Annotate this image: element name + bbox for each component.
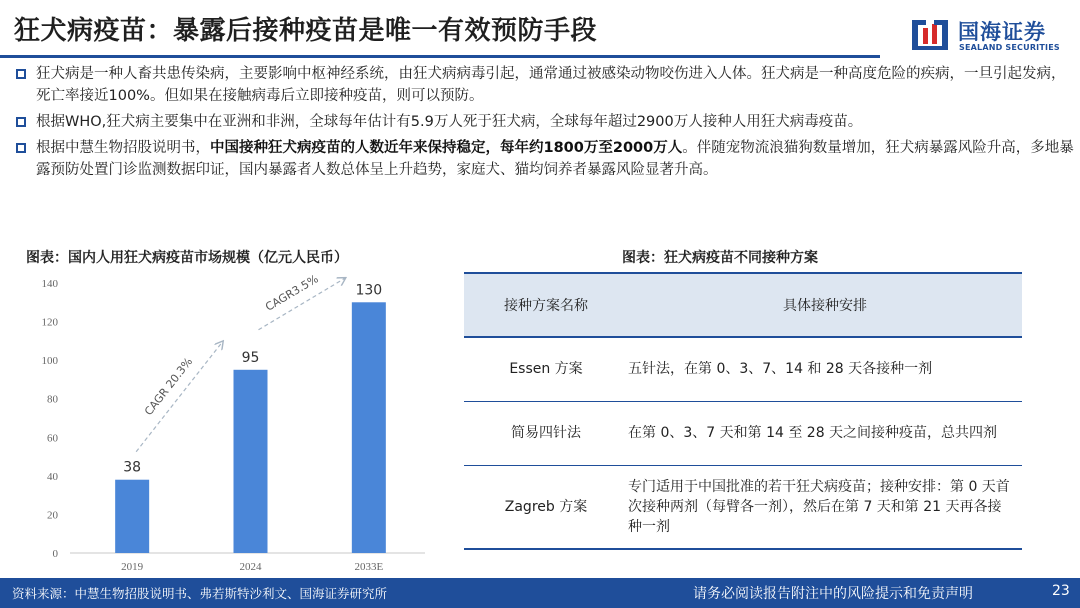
y-tick-label: 20	[47, 509, 58, 522]
logo-text-en: SEALAND SECURITIES	[959, 43, 1060, 52]
market-size-bar-chart	[20, 268, 440, 576]
chart-title: 图表：国内人用狂犬病疫苗市场规模（亿元人民币）	[26, 250, 348, 266]
table-row	[464, 401, 1022, 465]
bullet-text-bold: 中国接种狂犬病疫苗的人数近年来保持稳定，每年约1800万至2000万人	[210, 140, 683, 156]
bullet-text: 根据中慧生物招股说明书，	[36, 140, 210, 156]
y-tick-label: 100	[41, 355, 58, 368]
table-cell-name: 简易四针法	[464, 401, 628, 465]
bar-value-label: 130	[355, 282, 383, 299]
table-header-cell: 具体接种安排	[628, 273, 1022, 337]
table-row	[464, 465, 1022, 549]
table-cell-name: Zagreb 方案	[464, 465, 628, 549]
bar-value-label: 38	[123, 459, 142, 476]
bullet-text: 。伴随宠物流浪猫狗数量增加，狂犬病暴露风险升高，多地暴露预防处置门诊监测数据印证，国内暴露者人数总体呈上升趋势，家庭犬、猫均饲养者暴露风险显著升高。	[36, 140, 1074, 178]
bar	[115, 480, 149, 553]
table-cell-desc: 在第 0、3、7 天和第 14 至 28 天之间接种疫苗，总共四剂	[628, 401, 1022, 465]
bullet-item-3	[14, 137, 1076, 181]
table-cell-name: Essen 方案	[464, 337, 628, 401]
square-bullet-icon	[16, 69, 26, 79]
table-title: 图表：狂犬病疫苗不同接种方案	[622, 250, 818, 266]
disclaimer-note: 请务必阅读报告附注中的风险提示和免责声明	[693, 586, 973, 602]
cagr-label: CAGR 20.3%	[141, 355, 196, 418]
bullet-list	[14, 63, 1076, 185]
company-logo	[910, 16, 1070, 60]
table-header-row	[464, 273, 1022, 337]
bar	[352, 302, 386, 553]
y-tick-label: 60	[47, 432, 58, 445]
x-tick-label: 2024	[239, 561, 262, 573]
bullet-text: 根据WHO,狂犬病主要集中在亚洲和非洲，全球每年估计有5.9万人死于狂犬病，全球每年超过2900万人接种人用狂犬病毒疫苗。	[36, 114, 863, 130]
y-tick-label: 40	[47, 470, 58, 483]
logo-text-cn: 国海证券	[958, 20, 1046, 44]
y-tick-label: 0	[52, 548, 58, 560]
x-tick-label: 2033E	[354, 561, 384, 573]
bar	[234, 370, 268, 553]
table-row	[464, 337, 1022, 401]
table-header-cell: 接种方案名称	[464, 273, 628, 337]
bullet-item-2	[14, 111, 1076, 133]
page-title: 狂犬病疫苗：暴露后接种疫苗是唯一有效预防手段	[14, 16, 598, 46]
cagr-arrow	[136, 342, 222, 452]
source-note: 资料来源：中慧生物招股说明书、弗若斯特沙利文、国海证券研究所	[12, 586, 388, 601]
bar-value-label: 95	[241, 349, 260, 366]
bullet-item-1	[14, 63, 1076, 107]
y-tick-label: 120	[41, 316, 58, 329]
vaccination-plan-table	[464, 272, 1022, 550]
page-number: 23	[1052, 583, 1070, 599]
x-tick-label: 2019	[121, 561, 144, 573]
bullet-text: 狂犬病是一种人畜共患传染病，主要影响中枢神经系统，由狂犬病病毒引起，通常通过被感染动物咬伤进入人体。狂犬病是一种高度危险的疾病，一旦引起发病，死亡率接近100%。但如果在接触病毒后立即接种疫苗，则可以预防。	[36, 66, 1066, 104]
square-bullet-icon	[16, 143, 26, 153]
table-cell-desc: 专门适用于中国批准的若干狂犬病疫苗；接种安排：第 0 天首次接种两剂（每臂各一剂），然后在第 7 天和第 21 天再各接种一剂	[628, 465, 1022, 549]
cagr-label: CAGR3.5%	[263, 272, 321, 314]
footer-bar	[0, 578, 1080, 608]
square-bullet-icon	[16, 117, 26, 127]
y-tick-label: 140	[41, 278, 58, 290]
y-tick-label: 80	[47, 393, 58, 406]
title-divider	[0, 55, 880, 58]
table-cell-desc: 五针法，在第 0、3、7、14 和 28 天各接种一剂	[628, 337, 1022, 401]
logo-mark-icon	[910, 16, 954, 56]
